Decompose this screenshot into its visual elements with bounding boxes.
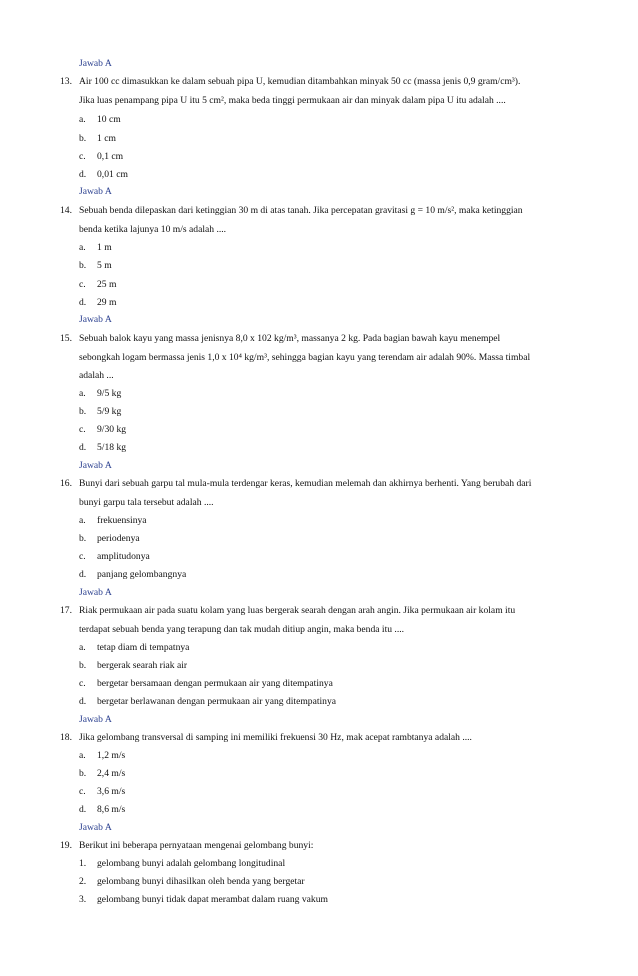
question-number: 16.: [60, 478, 72, 489]
option-letter: d.: [79, 169, 87, 180]
option-text: 5/18 kg: [97, 442, 127, 453]
question-number: 19.: [60, 840, 72, 851]
option-text: bergetar berlawanan dengan permukaan air yang ditempatinya: [97, 696, 337, 707]
option-text: 9/30 kg: [97, 424, 127, 435]
option-text: 1 cm: [97, 133, 116, 144]
answer-label: Jawab A: [79, 186, 112, 197]
option-text: 10 cm: [97, 114, 121, 125]
option-letter: c.: [79, 551, 86, 562]
option-text: 8,6 m/s: [97, 804, 126, 815]
option-letter: c.: [79, 678, 86, 689]
option-letter: b.: [79, 768, 87, 779]
question-number: 17.: [60, 605, 72, 616]
answer-label: Jawab A: [79, 714, 112, 725]
option-letter: d.: [79, 804, 87, 815]
option-letter: a.: [79, 515, 86, 526]
option-letter: a.: [79, 750, 86, 761]
question-text-line: terdapat sebuah benda yang terapung dan tak mudah ditiup angin, maka benda itu ....: [79, 624, 405, 635]
option-letter: c.: [79, 786, 86, 797]
option-letter: c.: [79, 424, 86, 435]
option-text: 0,01 cm: [97, 169, 128, 180]
option-letter: d.: [79, 442, 87, 453]
question-text-line: bunyi garpu tala tersebut adalah ....: [79, 497, 214, 508]
option-text: bergetar bersamaan dengan permukaan air yang ditempatinya: [97, 678, 333, 689]
statement-number: 2.: [79, 876, 87, 887]
option-text: 3,6 m/s: [97, 786, 126, 797]
option-text: 29 m: [97, 297, 117, 308]
option-text: 2,4 m/s: [97, 768, 126, 779]
option-text: bergerak searah riak air: [97, 660, 188, 671]
option-text: periodenya: [97, 533, 140, 544]
answer-label: Jawab A: [79, 314, 112, 325]
option-letter: d.: [79, 696, 87, 707]
option-letter: c.: [79, 151, 86, 162]
option-text: 25 m: [97, 279, 117, 290]
option-letter: a.: [79, 242, 86, 253]
option-text: 5 m: [97, 260, 112, 271]
question-text-line: benda ketika lajunya 10 m/s adalah ....: [79, 224, 227, 235]
statement-number: 3.: [79, 894, 87, 905]
question-text-line: Sebuah balok kayu yang massa jenisnya 8,0 x 102 kg/m³, massanya 2 kg. Pada bagian bawah kayu menempel: [79, 333, 501, 344]
statement-text: gelombang bunyi dihasilkan oleh benda yang bergetar: [97, 876, 305, 887]
option-letter: b.: [79, 660, 87, 671]
option-text: 1,2 m/s: [97, 750, 126, 761]
option-letter: b.: [79, 533, 87, 544]
question-text-line: sebongkah logam bermassa jenis 1,0 x 10⁴ kg/m³, sehingga bagian kayu yang terendam air adalah 90%. Massa timbal: [79, 352, 531, 363]
option-letter: d.: [79, 297, 87, 308]
option-letter: b.: [79, 133, 87, 144]
statement-text: gelombang bunyi tidak dapat merambat dalam ruang vakum: [97, 894, 328, 905]
option-text: tetap diam di tempatnya: [97, 642, 190, 653]
answer-label: Jawab A: [79, 460, 112, 471]
option-text: 9/5 kg: [97, 388, 122, 399]
option-letter: b.: [79, 260, 87, 271]
answer-label: Jawab A: [79, 822, 112, 833]
option-letter: c.: [79, 279, 86, 290]
question-text-line: Jika gelombang transversal di samping ini memiliki frekuensi 30 Hz, mak acepat rambtanya adalah ....: [79, 732, 472, 743]
option-text: 1 m: [97, 242, 112, 253]
question-text-line: adalah ...: [79, 370, 114, 381]
option-letter: a.: [79, 642, 86, 653]
answer-label: Jawab A: [79, 587, 112, 598]
question-number: 14.: [60, 205, 72, 216]
option-letter: b.: [79, 406, 87, 417]
statement-text: gelombang bunyi adalah gelombang longitudinal: [97, 858, 286, 869]
option-letter: d.: [79, 569, 87, 580]
question-text-line: Sebuah benda dilepaskan dari ketinggian 30 m di atas tanah. Jika percepatan gravitasi g = 10 m/s², maka ketinggian: [79, 205, 523, 216]
question-text-line: Air 100 cc dimasukkan ke dalam sebuah pipa U, kemudian ditambahkan minyak 50 cc (massa jenis 0,9 gram/cm³).: [79, 76, 521, 87]
question-text-line: Jika luas penampang pipa U itu 5 cm², maka beda tinggi permukaan air dan minyak dalam pipa U itu adalah ....: [79, 95, 506, 106]
option-letter: a.: [79, 114, 86, 125]
question-number: 18.: [60, 732, 72, 743]
question-text-line: Riak permukaan air pada suatu kolam yang luas bergerak searah dengan arah angin. Jika permukaan air kolam itu: [79, 605, 516, 616]
answer-label: Jawab A: [79, 58, 112, 69]
question-text-line: Bunyi dari sebuah garpu tal mula-mula terdengar keras, kemudian melemah dan akhirnya berhenti. Yang berubah dari: [79, 478, 532, 489]
option-text: panjang gelombangnya: [97, 569, 187, 580]
statement-number: 1.: [79, 858, 87, 869]
option-text: amplitudonya: [97, 551, 150, 562]
option-text: 5/9 kg: [97, 406, 122, 417]
question-number: 13.: [60, 76, 72, 87]
question-text-line: Berikut ini beberapa pernyataan mengenai gelombang bunyi:: [79, 840, 314, 851]
option-text: frekuensinya: [97, 515, 147, 526]
option-text: 0,1 cm: [97, 151, 124, 162]
option-letter: a.: [79, 388, 86, 399]
question-number: 15.: [60, 333, 72, 344]
